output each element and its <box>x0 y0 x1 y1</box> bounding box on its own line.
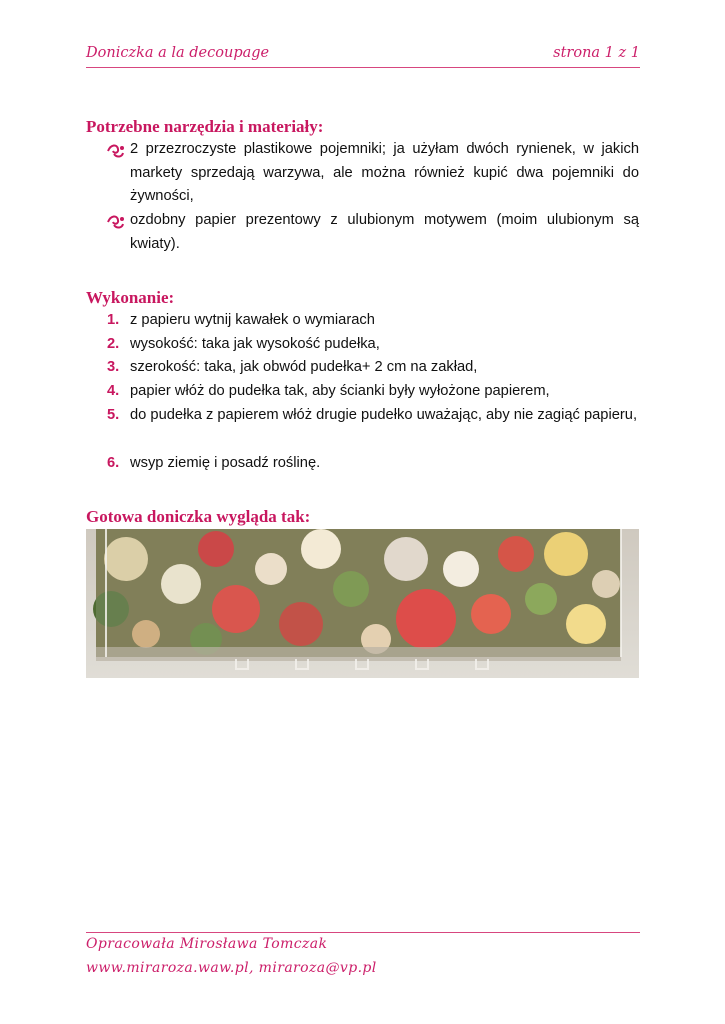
header-rule <box>86 67 640 68</box>
document-title: Doniczka a la decoupage <box>86 45 270 61</box>
step-number: 3. <box>107 359 120 375</box>
footer-author: Opracowała Mirosława Tomczak <box>86 936 328 952</box>
step-number: 6. <box>107 455 120 471</box>
materials-heading: Potrzebne narzędzia i materiały: <box>86 117 324 136</box>
steps-heading: Wykonanie: <box>86 288 175 307</box>
step-text: wsyp ziemię i posadź roślinę. <box>130 455 321 471</box>
flourish-bullet-icon <box>106 213 126 231</box>
finished-pot-photo <box>86 529 639 678</box>
step-text: wysokość: taka jak wysokość pudełka, <box>130 336 380 352</box>
footer-rule <box>86 932 640 933</box>
materials-item: ozdobny papier prezentowy z ulubionym motywem (moim ulubionym są kwiaty). <box>130 212 639 252</box>
step-number: 1. <box>107 312 120 328</box>
result-heading: Gotowa doniczka wygląda tak: <box>86 507 311 526</box>
flourish-bullet-icon <box>106 142 126 160</box>
step-number: 2. <box>107 336 120 352</box>
materials-item: 2 przezroczyste plastikowe pojemniki; ja użyłam dwóch rynienek, w jakich markety sprzedają warzywa, ale można również kupić dwa pojemniki do żywności, <box>130 141 639 204</box>
step-text: papier włóż do pudełka tak, aby ścianki były wyłożone papierem, <box>130 383 550 399</box>
footer-contact: www.miraroza.waw.pl, miraroza@vp.pl <box>86 960 377 976</box>
step-text: do pudełka z papierem włóż drugie pudełko uważając, aby nie zagiąć papieru, <box>130 407 638 423</box>
floral-pot-illustration <box>86 529 639 678</box>
page-number: strona 1 z 1 <box>553 45 640 61</box>
step-number: 5. <box>107 407 120 423</box>
step-number: 4. <box>107 383 120 399</box>
page-header <box>86 45 640 65</box>
step-text: szerokość: taka, jak obwód pudełka+ 2 cm na zakład, <box>130 359 478 375</box>
step-text: z papieru wytnij kawałek o wymiarach <box>130 312 375 328</box>
